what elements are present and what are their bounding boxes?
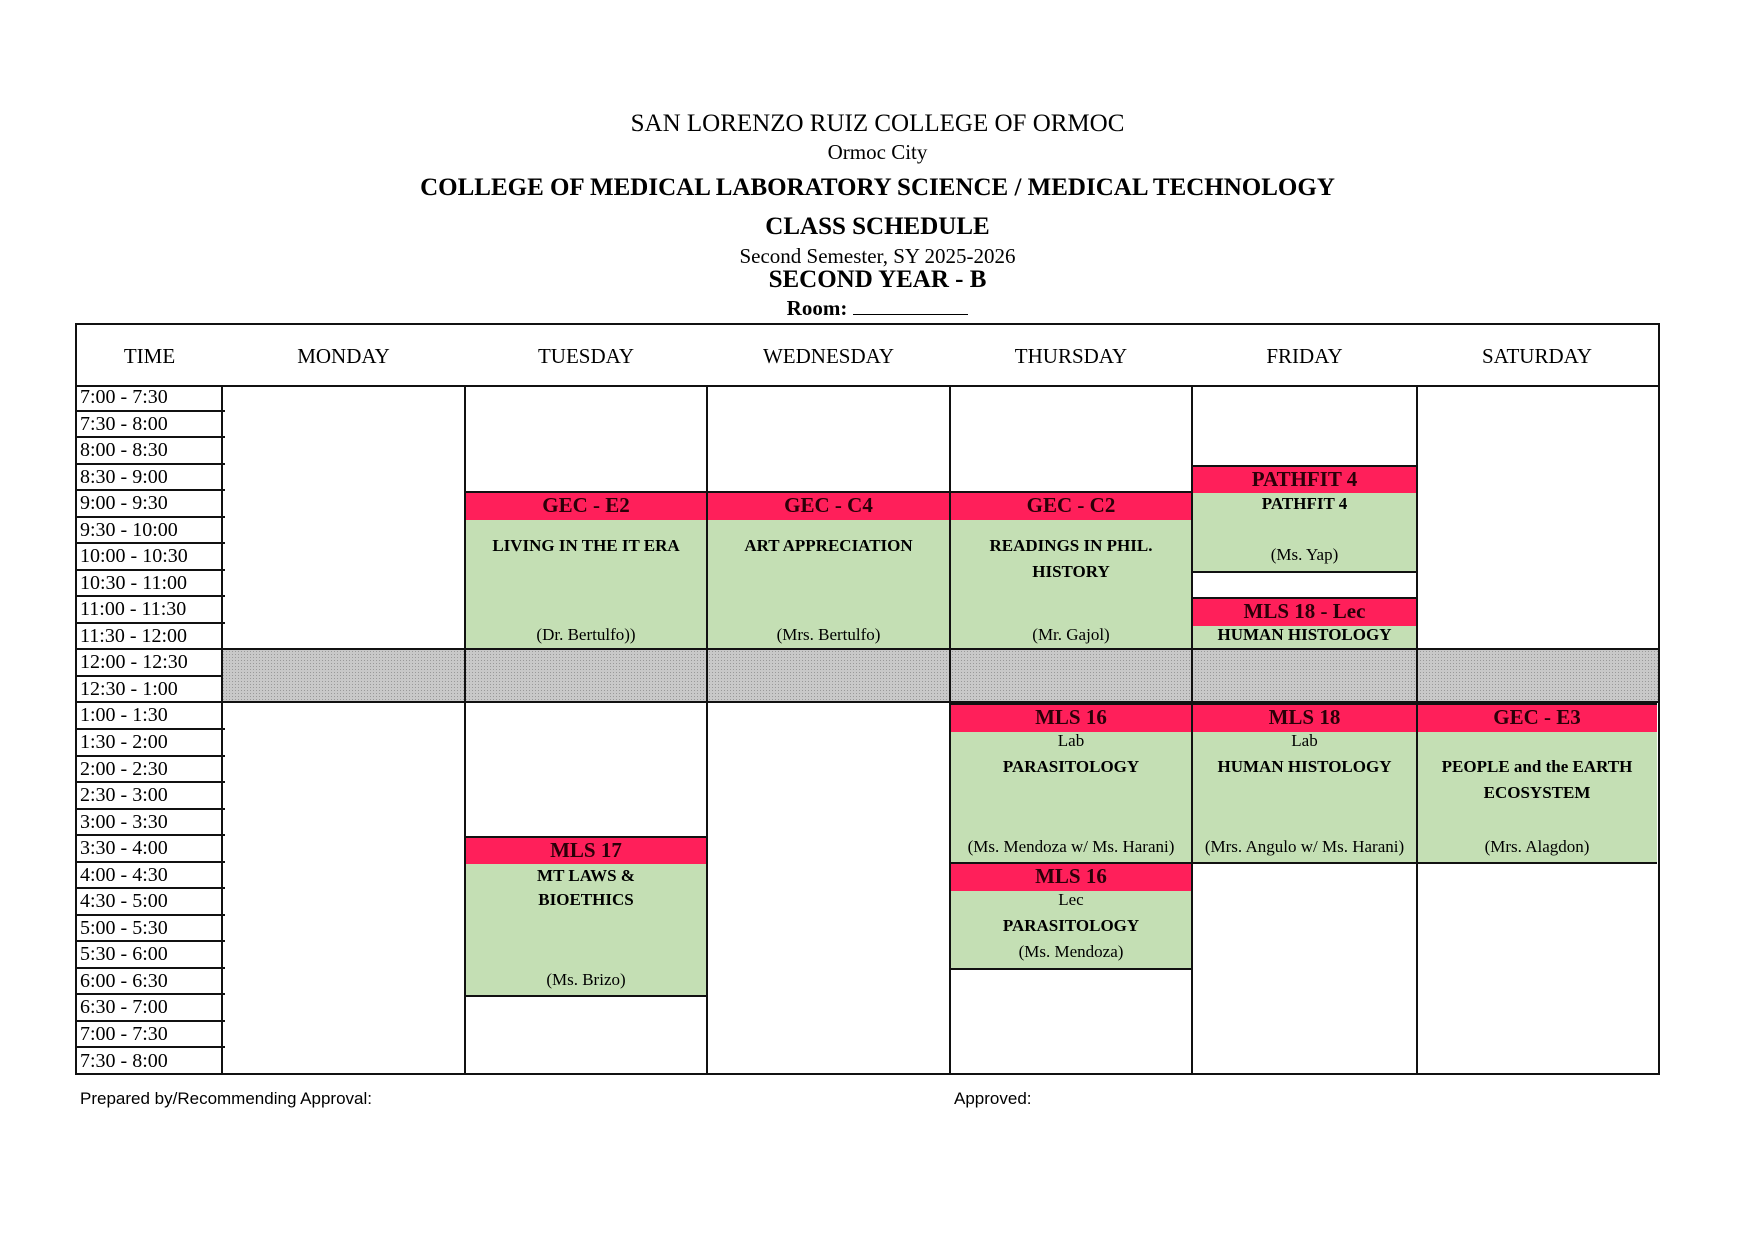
time-slot: 7:30 - 8:00 [77, 412, 225, 439]
time-slot: 8:00 - 8:30 [77, 438, 225, 465]
class-subject-line-1: PEOPLE and the EARTH [1441, 757, 1633, 776]
column-header-time: TIME [123, 343, 176, 368]
time-slot: 3:00 - 3:30 [77, 810, 225, 837]
time-slot: 4:00 - 4:30 [77, 863, 225, 890]
tuesday-empty-morning [465, 385, 707, 493]
time-slot: 10:30 - 11:00 [77, 571, 225, 598]
time-slot: 4:30 - 5:00 [77, 889, 225, 916]
friday-empty-gap [1192, 571, 1417, 600]
wednesday-empty-morning [707, 385, 950, 493]
time-slot: 3:30 - 4:00 [77, 836, 225, 863]
time-slot: 7:00 - 7:30 [77, 385, 225, 412]
time-slot: 1:30 - 2:00 [77, 730, 225, 757]
class-instructor: (Ms. Mendoza) [1018, 942, 1124, 962]
class-instructor: (Ms. Mendoza w/ Ms. Harani) [967, 837, 1175, 856]
room-label: Room: [786, 296, 848, 320]
lunch-break-band [222, 648, 1658, 703]
class-subject: HUMAN HISTOLOGY [1217, 757, 1392, 776]
school-name: SAN LORENZO RUIZ COLLEGE OF ORMOC [630, 110, 1125, 137]
class-instructor: (Dr. Bertulfo)) [536, 625, 636, 645]
class-instructor: (Mrs. Bertulfo) [776, 625, 881, 645]
class-subject-line-1: MT LAWS & [537, 865, 635, 885]
class-block-pathfit-4[interactable] [1192, 465, 1417, 573]
class-block-mls-17[interactable] [465, 836, 707, 997]
time-slot: 7:30 - 8:00 [77, 1049, 225, 1076]
class-instructor: (Mr. Gajol) [1032, 625, 1110, 645]
column-header-thursday: THURSDAY [1014, 343, 1128, 368]
time-slot: 12:30 - 1:00 [77, 677, 225, 704]
class-subject: PATHFIT 4 [1261, 493, 1348, 513]
class-type: Lab [1057, 731, 1085, 750]
time-slot: 2:00 - 2:30 [77, 757, 225, 784]
friday-empty-early [1192, 385, 1417, 467]
class-block-gec-c4[interactable] [707, 491, 950, 650]
column-divider [706, 385, 708, 1073]
class-block-mls-16-lab[interactable] [950, 703, 1192, 864]
column-header-saturday: SATURDAY [1481, 343, 1593, 368]
schedule-table [75, 323, 1660, 1075]
class-block-gec-c2[interactable] [950, 491, 1192, 650]
approved-label: Approved: [954, 1089, 1032, 1108]
class-block-mls-16-lec[interactable] [950, 862, 1192, 970]
room-field [0, 295, 1755, 321]
class-instructor: (Ms. Yap) [1270, 544, 1339, 564]
time-slot: 7:00 - 7:30 [77, 1022, 225, 1049]
time-slot: 9:30 - 10:00 [77, 518, 225, 545]
time-slot: 12:00 - 12:30 [77, 650, 225, 677]
class-subject: PARASITOLOGY [1002, 916, 1140, 936]
class-block-gec-e3[interactable] [1417, 703, 1657, 864]
time-slot: 5:30 - 6:00 [77, 942, 225, 969]
class-type: Lec [1058, 890, 1084, 910]
class-instructor: (Ms. Brizo) [546, 969, 626, 989]
time-slot: 6:30 - 7:00 [77, 995, 225, 1022]
class-code: GEC - C4 [707, 491, 950, 520]
class-subject: PARASITOLOGY [1002, 757, 1140, 776]
time-slot: 10:00 - 10:30 [77, 544, 225, 571]
time-slot: 8:30 - 9:00 [77, 465, 225, 492]
class-subject: HUMAN HISTOLOGY [1217, 625, 1392, 645]
class-subject-line-1: READINGS IN PHIL. [989, 536, 1153, 556]
class-code: GEC - C2 [950, 491, 1192, 520]
column-header-monday: MONDAY [297, 343, 390, 368]
time-slot: 2:30 - 3:00 [77, 783, 225, 810]
column-divider [464, 385, 466, 1073]
prepared-by-label: Prepared by/Recommending Approval: [80, 1089, 372, 1108]
semester-label: Second Semester, SY 2025-2026 [739, 244, 1016, 268]
college-name: COLLEGE OF MEDICAL LABORATORY SCIENCE / MEDICAL TECHNOLOGY [420, 174, 1335, 201]
class-code: MLS 18 - Lec [1192, 597, 1417, 626]
class-subject-line-2: ECOSYSTEM [1483, 783, 1591, 802]
column-header-tuesday: TUESDAY [537, 343, 635, 368]
page-title: CLASS SCHEDULE [765, 213, 990, 240]
class-code: MLS 18 [1192, 703, 1417, 732]
class-code: MLS 16 [950, 703, 1192, 732]
class-code: MLS 17 [465, 836, 707, 865]
column-divider [949, 385, 951, 1073]
thursday-empty-morning [950, 385, 1192, 493]
class-block-gec-e2[interactable] [465, 491, 707, 650]
class-code: GEC - E2 [465, 491, 707, 520]
column-divider [1191, 385, 1193, 1073]
time-slot: 5:00 - 5:30 [77, 916, 225, 943]
class-subject-line-2: BIOETHICS [538, 889, 634, 909]
class-subject-line-2: HISTORY [1032, 562, 1110, 582]
time-slot: 6:00 - 6:30 [77, 969, 225, 996]
school-city: Ormoc City [827, 140, 928, 164]
time-slot: 11:30 - 12:00 [77, 624, 225, 651]
class-code: PATHFIT 4 [1192, 465, 1417, 494]
column-divider [1416, 385, 1418, 1073]
section-label: SECOND YEAR - B [768, 266, 987, 293]
class-subject: ART APPRECIATION [744, 536, 913, 556]
class-subject: LIVING IN THE IT ERA [492, 536, 680, 556]
time-slot: 1:00 - 1:30 [77, 703, 225, 730]
class-type: Lab [1291, 731, 1318, 750]
class-block-mls-18-lab[interactable] [1192, 703, 1417, 864]
class-code: GEC - E3 [1417, 703, 1657, 732]
time-slot: 9:00 - 9:30 [77, 491, 225, 518]
class-instructor: (Mrs. Angulo w/ Ms. Harani) [1204, 837, 1405, 856]
column-divider [221, 385, 223, 1073]
time-slot: 11:00 - 11:30 [77, 597, 225, 624]
class-block-mls-18-lec[interactable] [1192, 597, 1417, 650]
column-header-friday: FRIDAY [1266, 343, 1343, 368]
class-code: MLS 16 [950, 862, 1192, 891]
class-instructor: (Mrs. Alagdon) [1484, 837, 1590, 856]
room-blank-line [853, 295, 968, 315]
tuesday-empty-afternoon [465, 703, 707, 838]
column-header-wednesday: WEDNESDAY [762, 343, 895, 368]
